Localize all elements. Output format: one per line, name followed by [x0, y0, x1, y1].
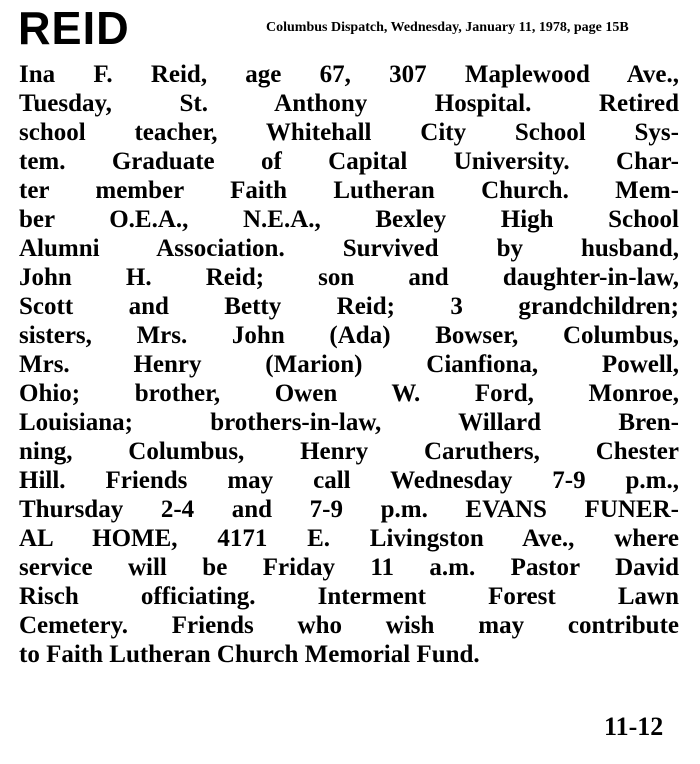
newspaper-source-citation: Columbus Dispatch, Wednesday, January 11, 1978, page 15B [266, 20, 629, 35]
obituary-text-line: Risch officiating. Interment Forest Lawn [19, 583, 679, 610]
obituary-text-line: ber O.E.A., N.E.A., Bexley High School [19, 206, 679, 233]
obituary-text-line: Scott and Betty Reid; 3 grandchildren; [19, 293, 679, 320]
clipping-code-number: 11-12 [604, 712, 664, 741]
obituary-body-text [19, 60, 679, 669]
obituary-text-line: Thursday 2-4 and 7-9 p.m. EVANS FUNER- [19, 496, 679, 523]
obituary-text-line: tem. Graduate of Capital University. Char- [19, 148, 679, 175]
obituary-text-line: Hill. Friends may call Wednesday 7-9 p.m., [19, 467, 679, 494]
obituary-text-line: Ohio; brother, Owen W. Ford, Monroe, [19, 380, 679, 407]
obituary-surname-heading: REID [18, 2, 130, 54]
obituary-text-line: Louisiana; brothers-in-law, Willard Bren- [19, 409, 679, 436]
obituary-text-line: Ina F. Reid, age 67, 307 Maplewood Ave., [19, 61, 679, 88]
obituary-text-line: Tuesday, St. Anthony Hospital. Retired [19, 90, 679, 117]
obituary-text-line: to Faith Lutheran Church Memorial Fund. [19, 641, 480, 668]
obituary-text-line: service will be Friday 11 a.m. Pastor David [19, 554, 679, 581]
obituary-text-line: Mrs. Henry (Marion) Cianfiona, Powell, [19, 351, 679, 378]
obituary-text-line: ter member Faith Lutheran Church. Mem- [19, 177, 679, 204]
obituary-text-line: sisters, Mrs. John (Ada) Bowser, Columbus, [19, 322, 679, 349]
obituary-text-line: Cemetery. Friends who wish may contribute [19, 612, 679, 639]
obituary-text-line: school teacher, Whitehall City School Sys- [19, 119, 679, 146]
obituary-text-line: Alumni Association. Survived by husband, [19, 235, 679, 262]
obituary-text-line: ning, Columbus, Henry Caruthers, Chester [19, 438, 679, 465]
obituary-text-line: AL HOME, 4171 E. Livingston Ave., where [19, 525, 679, 552]
obituary-text-line: John H. Reid; son and daughter-in-law, [19, 264, 679, 291]
